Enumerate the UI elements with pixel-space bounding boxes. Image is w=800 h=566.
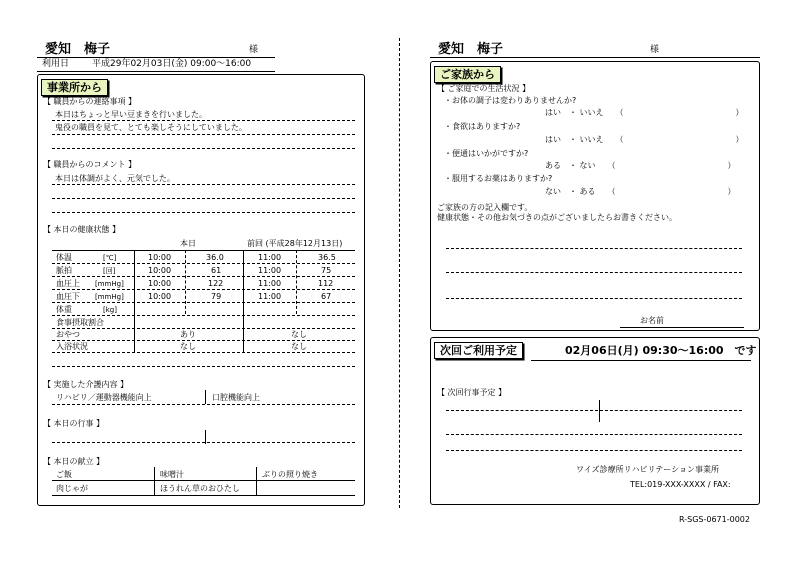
- vital-prev-value: 36.5: [318, 253, 336, 262]
- health-extra-rule: [52, 366, 355, 367]
- health-col-today: 本日: [180, 239, 196, 248]
- notice-rule-1: [52, 120, 355, 121]
- health-heading: 【 本日の健康状態 】: [43, 225, 121, 234]
- bath-prev: なし: [291, 342, 307, 351]
- office-section-title: 事業所から: [41, 79, 108, 96]
- vital-rule: [52, 276, 355, 277]
- document-code: R-SGS-0671-0002: [679, 515, 750, 524]
- events-heading: 【 本日の行事 】: [43, 419, 105, 428]
- menu-item: ぶりの照り焼き: [262, 470, 318, 479]
- vital-label: 体重: [56, 305, 72, 314]
- clinic-contact: TEL:019-XXX-XXXX / FAX:: [630, 480, 731, 489]
- usage-date-label: 利用日: [42, 59, 70, 69]
- question-4: ・服用するお薬はありますか?: [444, 174, 553, 183]
- care-item-1: リハビリ／運動器機能向上: [56, 393, 152, 402]
- family-write-rule: [446, 272, 742, 273]
- vital-unit: [mmHg]: [95, 293, 124, 301]
- vital-prev-time: 11:00: [258, 266, 282, 275]
- family-note-1: ご家族の方の記入欄です。: [437, 203, 533, 212]
- bath-label: 入浴状況: [56, 342, 88, 351]
- vital-prev-time: 11:00: [258, 292, 282, 301]
- care-rule: [52, 404, 355, 405]
- staff-comment-heading: 【 職員からのコメント 】: [43, 160, 137, 169]
- clinic-name: ワイズ診療所リハビリテーション事業所: [576, 465, 719, 474]
- notice-rule-3: [52, 148, 355, 149]
- answer-options-2: はい ・ いいえ （ ）: [545, 135, 744, 144]
- care-item-2: 口腔機能向上: [212, 393, 260, 402]
- health-divider-2: [243, 250, 244, 352]
- bath-rule: [52, 352, 355, 353]
- vital-today-value: 36.0: [206, 253, 224, 262]
- care-divider: [205, 390, 206, 404]
- patient-name-left: 愛知 梅子: [45, 42, 111, 57]
- answer-options-4: ない ・ ある （ ）: [545, 187, 736, 196]
- notice-rule-2: [52, 134, 355, 135]
- vital-today-value: 79: [211, 292, 222, 301]
- vital-today-value: 122: [208, 279, 224, 288]
- usage-date-value: 平成29年02月03日(金) 09:00～16:00: [92, 59, 252, 69]
- vital-rule: [52, 289, 355, 290]
- question-2: ・食欲はありますか?: [444, 122, 521, 131]
- vital-today-time: 10:00: [148, 266, 172, 275]
- vital-label: 血圧上: [56, 279, 80, 288]
- health-col-prev: 前回 (平成28年12月13日): [247, 239, 343, 248]
- vital-prev-value: 112: [318, 279, 334, 288]
- fold-line: [399, 38, 400, 508]
- vital-today-value: 61: [211, 266, 222, 275]
- vital-rule: [52, 315, 355, 316]
- staff-notice-line-2: 鬼役の職員を見て、とても楽しそうにしていました。: [55, 123, 247, 132]
- family-write-rule: [446, 248, 742, 249]
- vital-today-time: 10:00: [148, 292, 172, 301]
- meal-intake-label: 食事摂取割合: [56, 318, 104, 327]
- comment-rule-1: [52, 184, 355, 185]
- menu-rule-1: [52, 480, 355, 481]
- answer-options-1: はい ・ いいえ （ ）: [545, 108, 744, 117]
- family-write-rule: [446, 298, 742, 299]
- vital-rule: [52, 302, 355, 303]
- vital-unit: [mmHg]: [95, 280, 124, 288]
- health-divider-prev: [296, 250, 297, 314]
- vital-prev-time: 11:00: [258, 253, 282, 262]
- honorific-right: 様: [650, 45, 660, 55]
- next-events-divider: [599, 400, 600, 422]
- date-underline: [37, 71, 275, 72]
- events-rule: [52, 442, 355, 443]
- vital-prev-value: 67: [321, 292, 332, 301]
- family-section-title: ご家族から: [434, 66, 501, 83]
- next-events-rule: [446, 434, 742, 435]
- vital-rule: [52, 263, 355, 264]
- signature-line: [620, 327, 744, 328]
- vital-today-time: 10:00: [148, 279, 172, 288]
- next-visit-title: 次回ご利用予定: [434, 342, 523, 359]
- next-visit-underline: [531, 360, 751, 361]
- vital-unit: [kg]: [103, 306, 117, 314]
- comment-rule-2: [52, 198, 355, 199]
- snack-prev: なし: [291, 330, 307, 339]
- menu-rule-2: [52, 495, 355, 496]
- snack-today: あり: [180, 330, 196, 339]
- honorific-left: 様: [249, 45, 259, 55]
- vital-label: 血圧下: [56, 292, 80, 301]
- family-note-2: 健康状態・その他お気づきの点がございましたらお書きください。: [437, 213, 677, 222]
- vital-label: 脈拍: [56, 266, 72, 275]
- question-3: ・便通はいかがですか?: [444, 149, 529, 158]
- name-underline-right: [430, 57, 760, 58]
- meal-rule: [52, 328, 355, 329]
- health-divider-today: [185, 250, 186, 314]
- next-events-heading: 【 次回行事予定 】: [437, 388, 507, 397]
- menu-col-divider-2: [256, 467, 257, 495]
- health-divider-1: [134, 250, 135, 352]
- health-header-rule: [52, 250, 355, 251]
- staff-comment-line-1: 本日は体調がよく、元気でした。: [55, 174, 175, 183]
- vital-unit: [℃]: [103, 254, 117, 262]
- answer-options-3: ある ・ ない （ ）: [545, 161, 736, 170]
- name-underline-left: [37, 57, 275, 58]
- menu-col-divider-1: [154, 467, 155, 495]
- menu-item: 味噌汁: [160, 470, 184, 479]
- vital-prev-time: 11:00: [258, 279, 282, 288]
- menu-item: ご飯: [56, 470, 72, 479]
- next-events-rule: [446, 450, 742, 451]
- comment-rule-3: [52, 212, 355, 213]
- vital-unit: [回]: [103, 267, 116, 275]
- staff-notice-heading: 【 職員からの連絡事項 】: [43, 97, 137, 106]
- next-visit-value: 02月06日(月) 09:30～16:00 です: [565, 344, 757, 357]
- care-heading: 【 実施した介護内容 】: [43, 380, 129, 389]
- snack-label: おやつ: [56, 330, 80, 339]
- next-events-rule: [446, 410, 742, 411]
- signature-label: お名前: [640, 316, 664, 325]
- home-heading: 【 ご家庭での生活状況 】: [437, 84, 531, 93]
- bath-today: なし: [180, 342, 196, 351]
- menu-item: 肉じゃが: [56, 484, 88, 493]
- menu-item: ほうれん草のおひたし: [160, 484, 240, 493]
- vital-prev-value: 75: [321, 266, 332, 275]
- vital-label: 体温: [56, 253, 72, 262]
- snack-rule: [52, 340, 355, 341]
- question-1: ・お体の調子は変わりありませんか?: [444, 96, 577, 105]
- staff-notice-line-1: 本日はちょっと早い豆まきを行いました。: [55, 110, 207, 119]
- patient-name-right: 愛知 梅子: [438, 42, 504, 57]
- vital-today-time: 10:00: [148, 253, 172, 262]
- menu-heading: 【 本日の献立 】: [43, 457, 105, 466]
